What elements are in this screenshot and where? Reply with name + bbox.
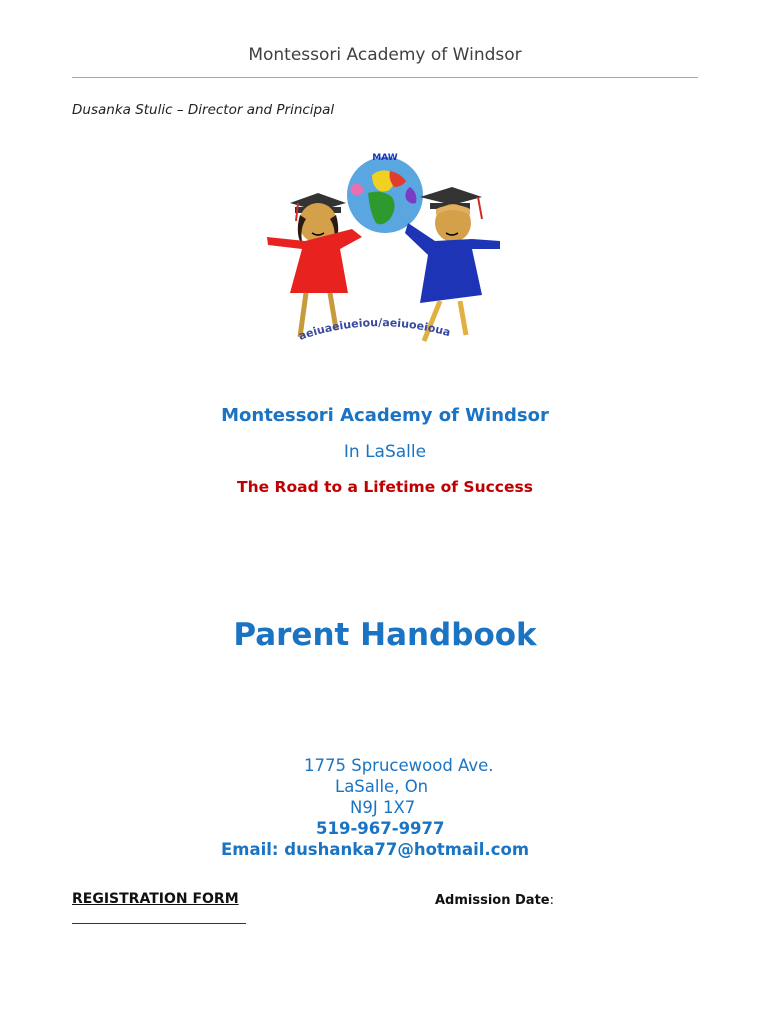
admission-date-label: Admission Date: (435, 893, 554, 908)
school-tagline: The Road to a Lifetime of Success (237, 478, 533, 496)
address-street: 1775 Sprucewood Ave. (304, 756, 494, 775)
school-name: Montessori Academy of Windsor (221, 405, 549, 426)
logo-arc-text: aeiuaeiueiou/aeiuoeioua (296, 316, 453, 343)
school-logo (260, 145, 510, 370)
globe-icon (347, 153, 423, 233)
page-header-title: Montessori Academy of Windsor (248, 45, 522, 65)
registration-form-label: REGISTRATION FORM (72, 891, 239, 907)
girl-figure-icon (267, 193, 362, 337)
address-postal: N9J 1X7 (350, 798, 416, 817)
school-location: In LaSalle (343, 442, 427, 462)
header-divider (72, 77, 698, 78)
email-address[interactable]: Email: dushanka77@hotmail.com (221, 840, 530, 859)
director-line: Dusanka Stulic – Director and Principal (72, 102, 335, 118)
phone-number: 519-967-9977 (316, 819, 445, 838)
address-city: LaSalle, On (335, 777, 429, 796)
document-title: Parent Handbook (233, 617, 537, 653)
registration-blank-line (72, 923, 246, 924)
globe-label: MAW (372, 153, 398, 163)
